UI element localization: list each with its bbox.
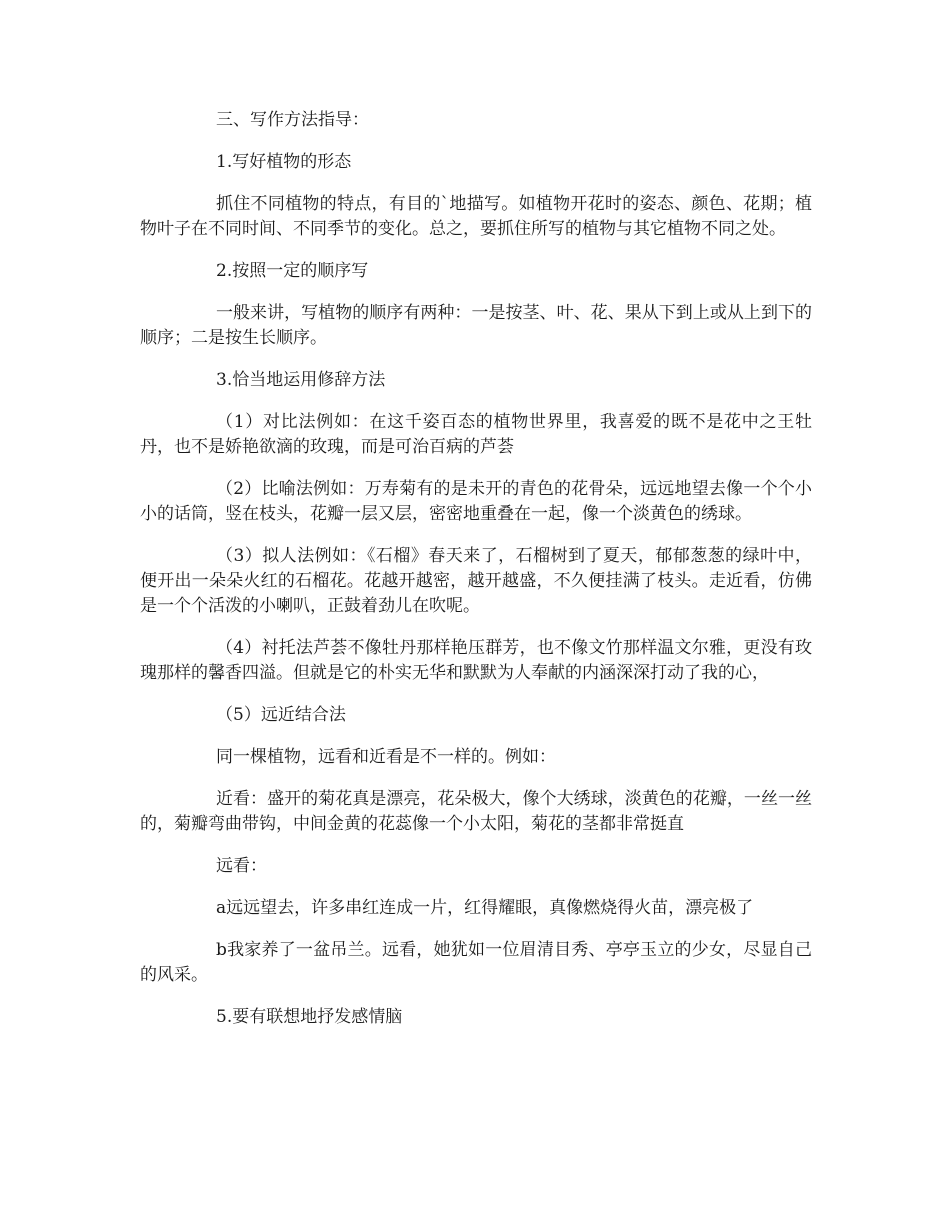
section-heading: 三、写作方法指导： bbox=[216, 110, 369, 130]
example-contrast: （1）对比法例如：在这千姿百态的植物世界里，我喜爱的既不是花中之王牡丹，也不是娇艳欲滴的玫瑰，而是可治百病的芦荟 bbox=[140, 412, 812, 457]
paragraph-far-view-b: b我家养了一盆吊兰。远看，她犹如一位眉清目秀、亭亭玉立的少女，尽显自己的风采。 bbox=[140, 940, 812, 985]
example-personification: （3）拟人法例如：《石榴》春天来了，石榴树到了夏天，郁郁葱葱的绿叶中，便开出一朵朵火红的石榴花。花越开越密，越开越盛，不久便挂满了枝头。走近看，仿佛是一个个活泼的小喇叭，正鼓着劲儿在吹呢。 bbox=[140, 546, 812, 616]
paragraph-far-view-label: 远看： bbox=[216, 856, 267, 876]
subheading-2: 2.按照一定的顺序写 bbox=[216, 261, 369, 281]
paragraph-1: 抓住不同植物的特点，有目的`地描写。如植物开花时的姿态、颜色、花期；植物叶子在不同时间、不同季节的变化。总之，要抓住所写的植物与其它植物不同之处。 bbox=[140, 194, 812, 239]
example-foil: （4）衬托法芦荟不像牡丹那样艳压群芳，也不像文竹那样温文尔雅，更没有玫瑰那样的馨香四溢。但就是它的朴实无华和默默为人奉献的内涵深深打动了我的心， bbox=[140, 638, 812, 683]
paragraph-distance-intro: 同一棵植物，远看和近看是不一样的。例如： bbox=[216, 747, 556, 767]
example-metaphor: （2）比喻法例如：万寿菊有的是未开的青色的花骨朵，远远地望去像一个个小小的话筒，竖在枝头，花瓣一层又层，密密地重叠在一起，像一个淡黄色的绣球。 bbox=[140, 479, 812, 524]
document-body bbox=[140, 108, 812, 1047]
paragraph-close-view: 近看：盛开的菊花真是漂亮，花朵极大，像个大绣球，淡黄色的花瓣，一丝一丝的，菊瓣弯曲带钩，中间金黄的花蕊像一个小太阳，菊花的茎都非常挺直 bbox=[140, 789, 812, 834]
paragraph-2: 一般来讲，写植物的顺序有两种：一是按茎、叶、花、果从下到上或从上到下的顺序；二是按生长顺序。 bbox=[140, 303, 812, 348]
subheading-3: 3.恰当地运用修辞方法 bbox=[216, 370, 386, 390]
example-distance-heading: （5）远近结合法 bbox=[216, 705, 346, 725]
subheading-5: 5.要有联想地抒发感情脑 bbox=[216, 1007, 403, 1027]
subheading-1: 1.写好植物的形态 bbox=[216, 152, 352, 172]
paragraph-far-view-a: a远远望去，许多串红连成一片，红得耀眼，真像燃烧得火苗，漂亮极了 bbox=[216, 898, 754, 918]
